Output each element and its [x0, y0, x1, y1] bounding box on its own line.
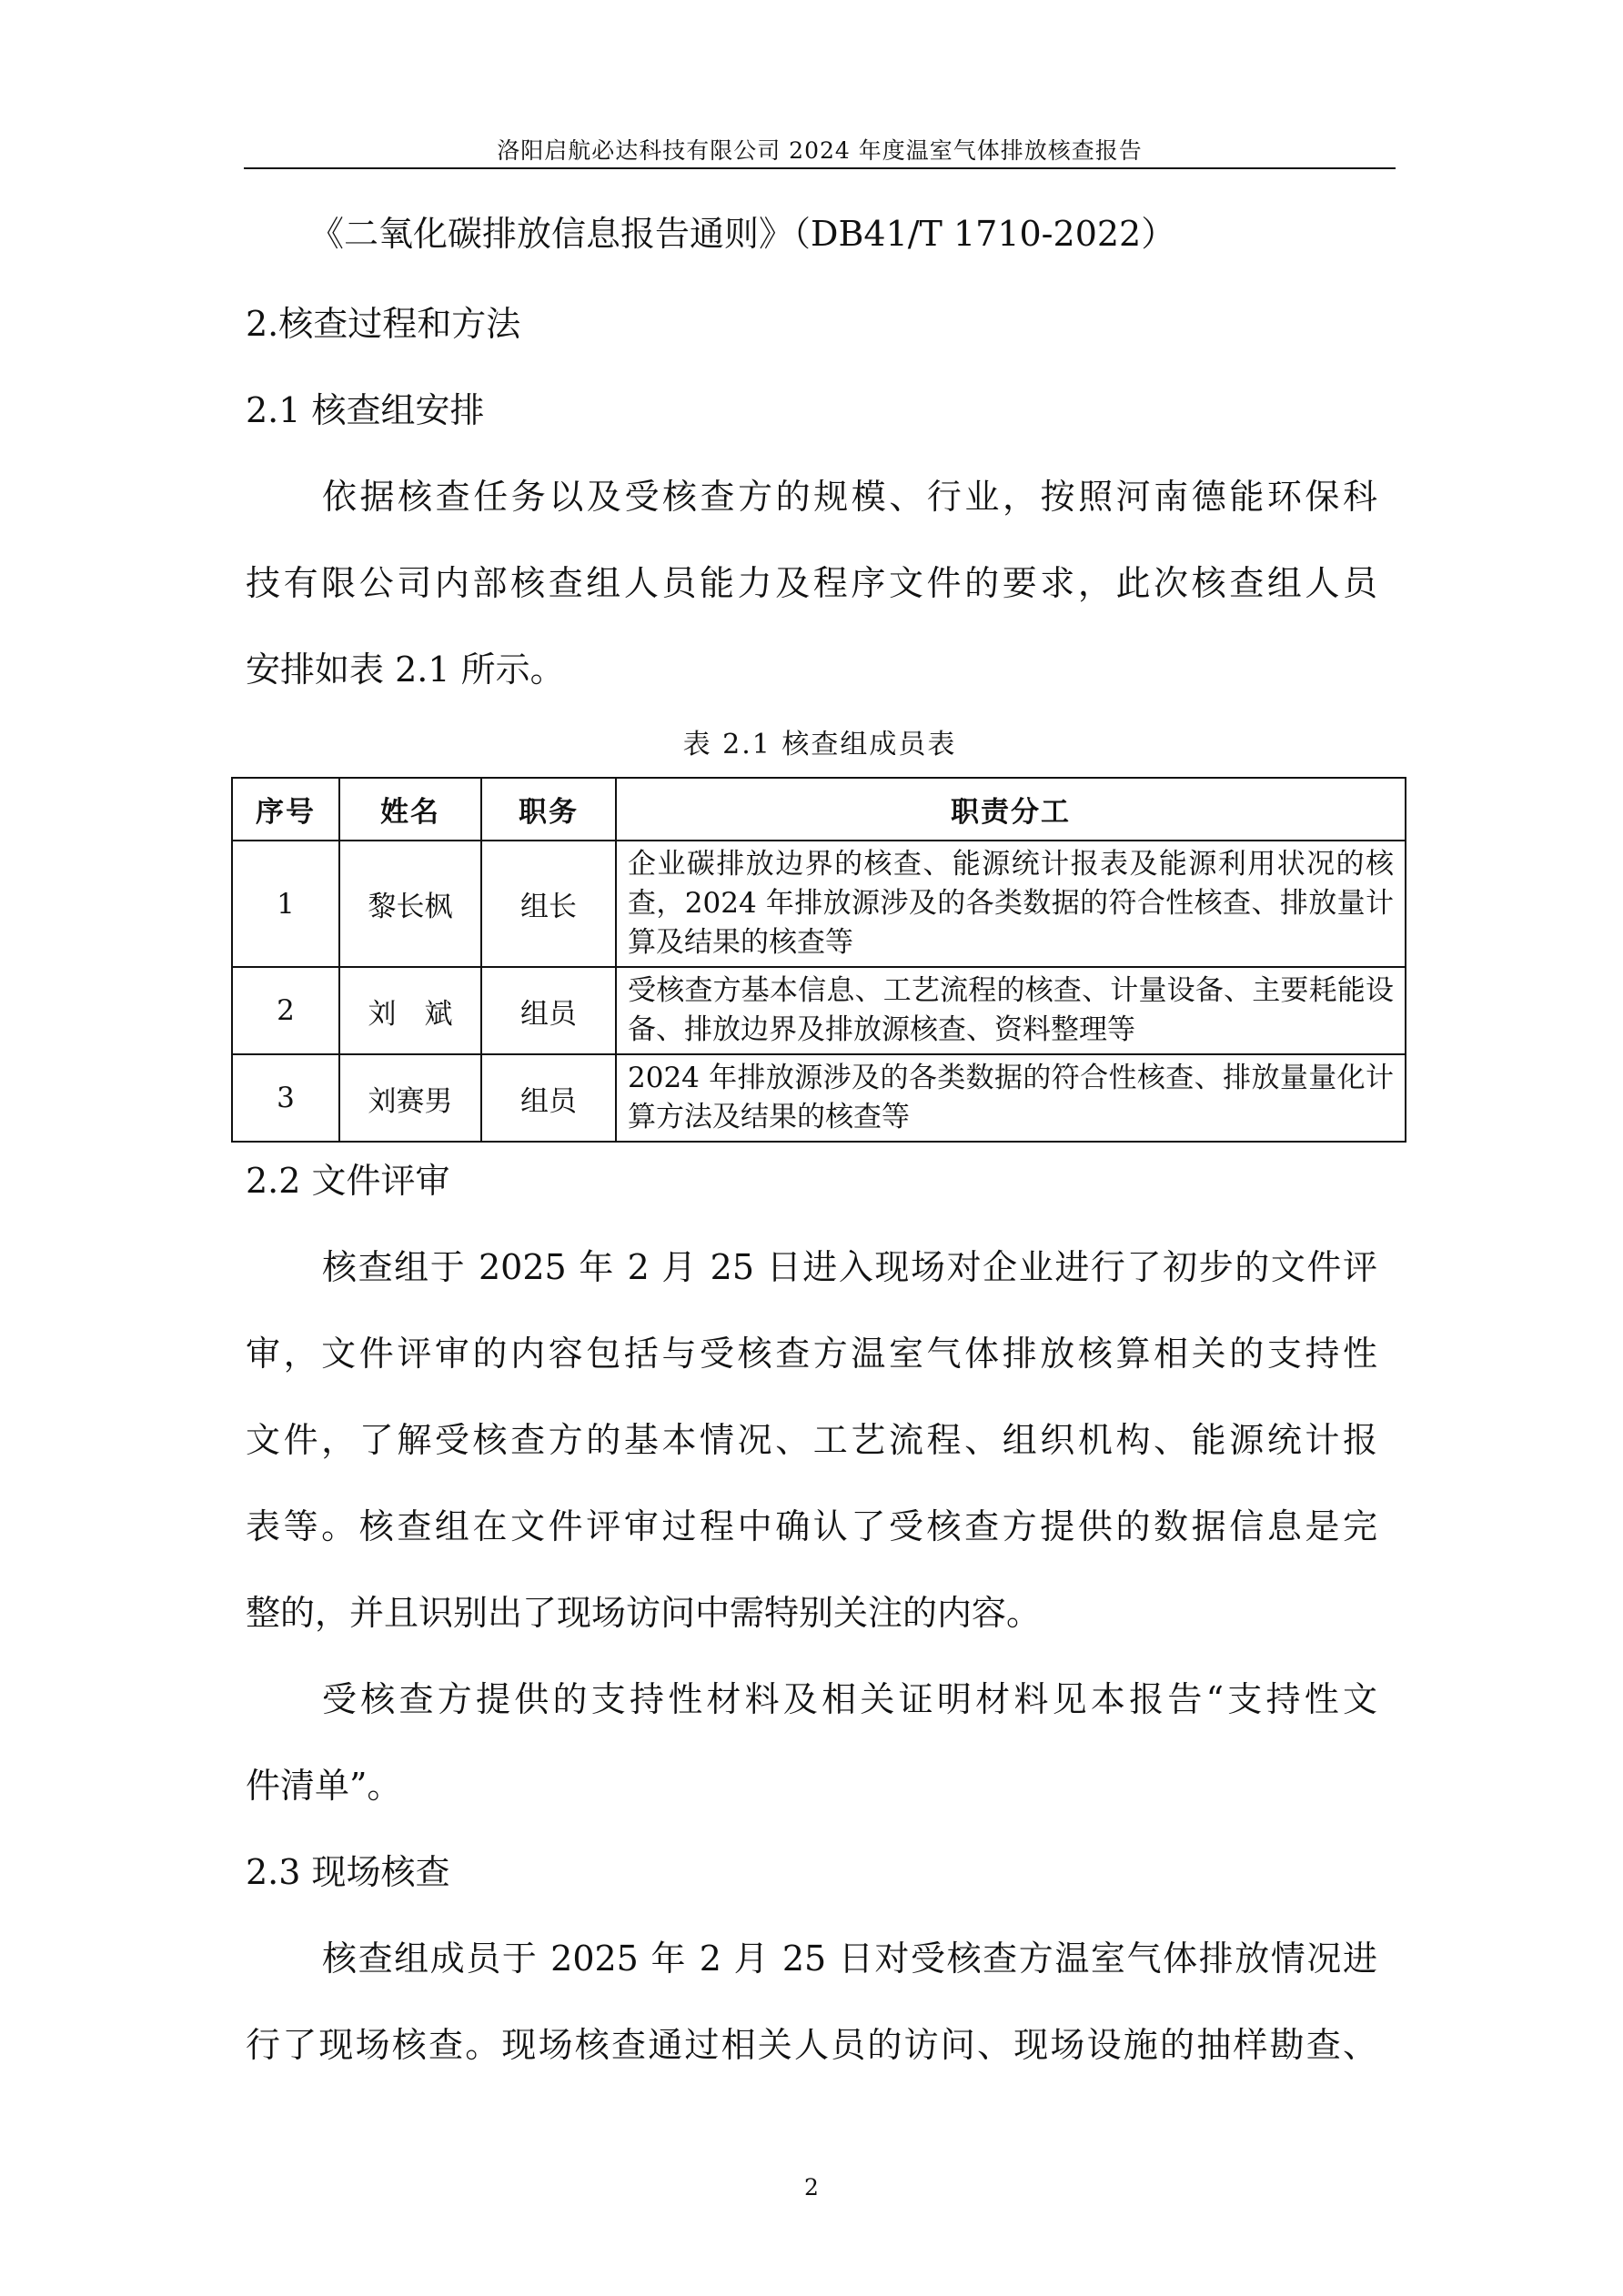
paragraph-line: 整的，并且识别出了现场访问中需特别关注的内容。: [246, 1593, 1042, 1633]
team-members-table: [231, 777, 1406, 1143]
table-row: [232, 1054, 1406, 1142]
section-heading-2-1: 2.1 核查组安排: [246, 390, 485, 430]
page-number: 2: [804, 2174, 819, 2200]
paragraph-line: 核查组于 2025 年 2 月 25 日进入现场对企业进行了初步的文件评: [322, 1247, 1377, 1287]
header-serial-number: 序号: [232, 778, 339, 841]
paragraph-line: 技有限公司内部核查组人员能力及程序文件的要求，此次核查组人员: [246, 563, 1377, 603]
cell-responsibilities: 2024 年排放源涉及的各类数据的符合性核查、排放量量化计算方法及结果的核查等: [616, 1054, 1406, 1142]
cell-position: 组长: [481, 841, 616, 967]
paragraph-line: 表等。核查组在文件评审过程中确认了受核查方提供的数据信息是完: [246, 1506, 1377, 1546]
section-heading-2-2: 2.2 文件评审: [246, 1161, 450, 1201]
cell-serial-number: 3: [232, 1054, 339, 1142]
cell-position: 组员: [481, 967, 616, 1054]
cell-serial-number: 2: [232, 967, 339, 1054]
cell-serial-number: 1: [232, 841, 339, 967]
page-header: 洛阳启航必达科技有限公司 2024 年度温室气体排放核查报告: [497, 137, 1143, 164]
cell-position: 组员: [481, 1054, 616, 1142]
paragraph-line: 安排如表 2.1 所示。: [246, 650, 565, 690]
header-divider: [244, 167, 1396, 169]
header-responsibilities: 职责分工: [616, 778, 1406, 841]
header-name: 姓名: [339, 778, 481, 841]
paragraph-line: 核查组成员于 2025 年 2 月 25 日对受核查方温室气体排放情况进: [322, 1939, 1377, 1979]
paragraph-line: 件清单”。: [246, 1766, 402, 1806]
cell-name: 黎长枫: [339, 841, 481, 967]
header-position: 职务: [481, 778, 616, 841]
paragraph-line: 审，文件评审的内容包括与受核查方温室气体排放核算相关的支持性: [246, 1334, 1377, 1374]
table-caption: 表 2.1 核查组成员表: [682, 729, 957, 760]
table-row: [232, 967, 1406, 1054]
paragraph-line: 文件，了解受核查方的基本情况、工艺流程、组织机构、能源统计报: [246, 1420, 1377, 1460]
cell-name: 刘赛男: [339, 1054, 481, 1142]
paragraph-line: 受核查方提供的支持性材料及相关证明材料见本报告“支持性文: [322, 1679, 1377, 1719]
paragraph-line: 依据核查任务以及受核查方的规模、行业，按照河南德能环保科: [322, 477, 1377, 517]
reference-standard: 《二氧化碳排放信息报告通则》（DB41/T 1710-2022）: [309, 214, 1176, 254]
cell-responsibilities: 企业碳排放边界的核查、能源统计报表及能源利用状况的核查，2024 年排放源涉及的各类数据的符合性核查、排放量计算及结果的核查等: [616, 841, 1406, 967]
table-row: [232, 841, 1406, 967]
section-heading-2-3: 2.3 现场核查: [246, 1852, 450, 1892]
cell-responsibilities: 受核查方基本信息、工艺流程的核查、计量设备、主要耗能设备、排放边界及排放源核查、资料整理等: [616, 967, 1406, 1054]
table-header-row: [232, 778, 1406, 841]
section-heading-2: 2.核查过程和方法: [246, 304, 521, 344]
paragraph-line: 行了现场核查。现场核查通过相关人员的访问、现场设施的抽样勘查、: [246, 2025, 1377, 2065]
cell-name: 刘 斌: [339, 967, 481, 1054]
